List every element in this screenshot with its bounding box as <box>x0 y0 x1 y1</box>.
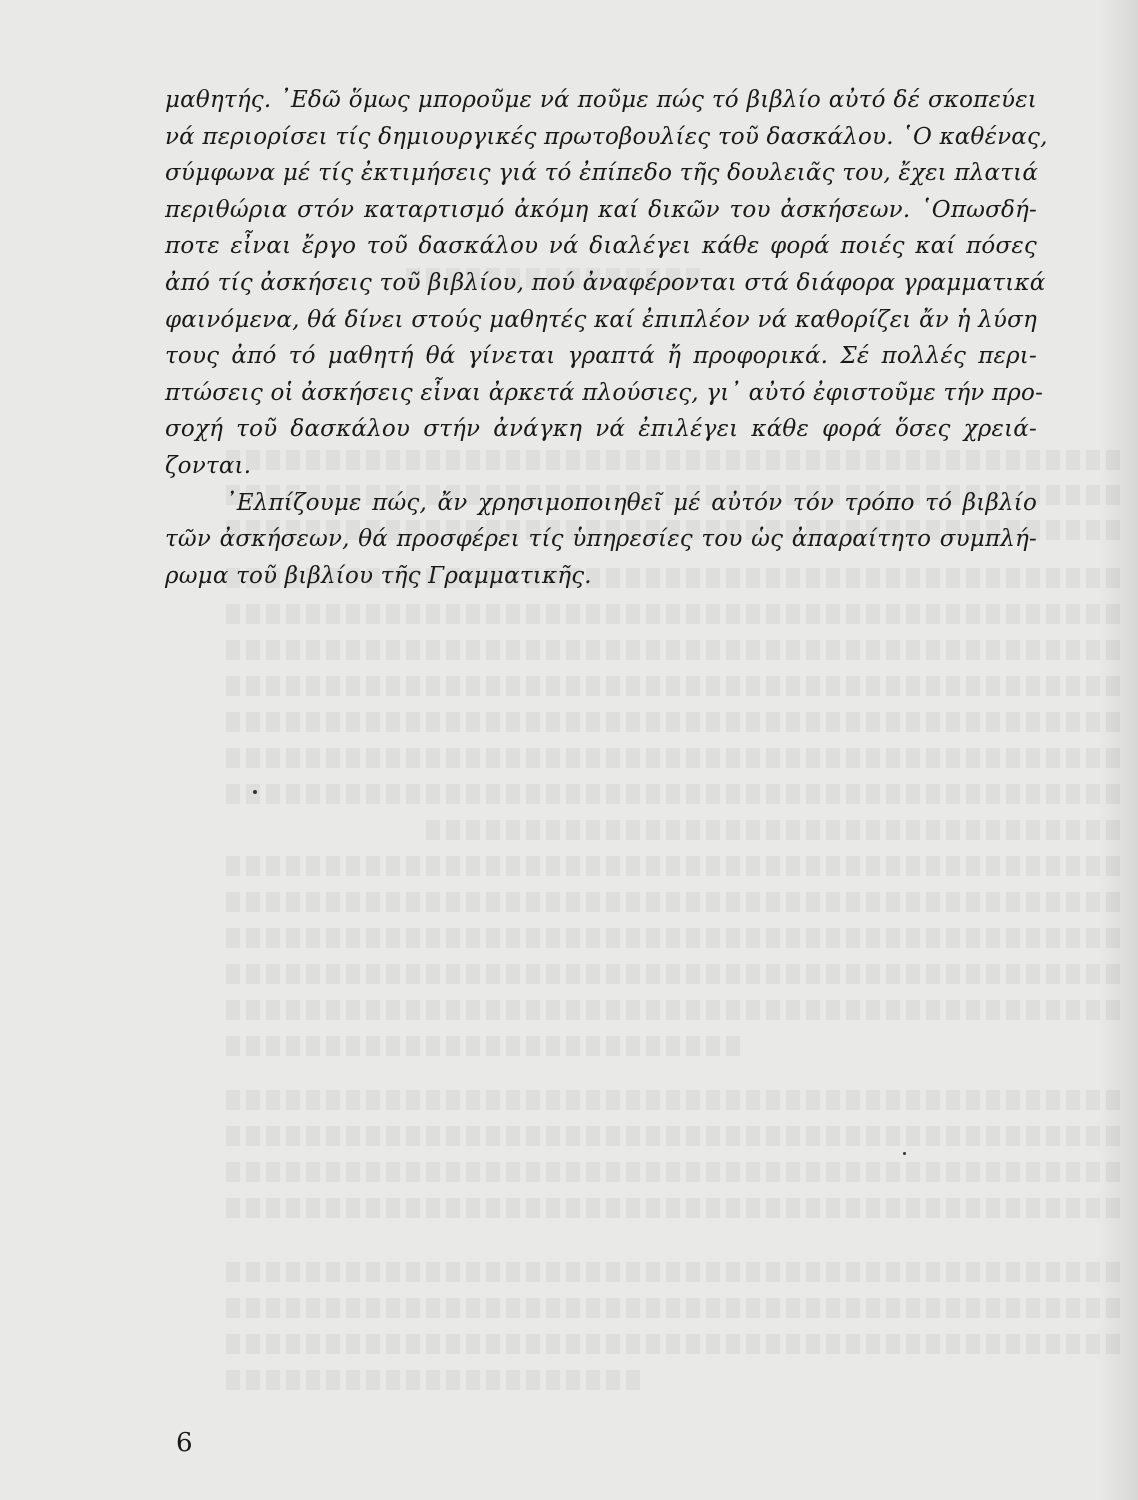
text-line: τῶν ἀσκήσεων, θά προσφέρει τίς ὑπηρεσίες του ὡς ἀπαραίτητο συμπλή- <box>165 526 1037 553</box>
text-line: σύμφωνα μέ τίς ἐκτιμήσεις γιά τό ἐπίπεδο τῆς δουλειᾶς του, ἔχει πλατιά <box>165 160 1039 187</box>
page-number: 6 <box>176 1428 193 1458</box>
text-line: ζονται. <box>165 452 252 479</box>
paragraph-2 <box>165 485 1037 595</box>
text-line: ποτε εἶναι ἔργο τοῦ δασκάλου νά διαλέγει κάθε φορά ποιές καί πόσες <box>165 233 1037 260</box>
text-line: ρωμα τοῦ βιβλίου τῆς Γραμματικῆς. <box>165 562 592 589</box>
paragraph-1 <box>165 82 1048 485</box>
body-text <box>165 82 1048 594</box>
text-line: πτώσεις οἱ ἀσκήσεις εἶναι ἀρκετά πλούσιες, γι᾿ αὐτό ἐφιστοῦμε τήν προ- <box>165 379 1044 406</box>
text-line: περιθώρια στόν καταρτισμό ἀκόμη καί δικῶν του ἀσκήσεων. ῾Οπωσδή- <box>165 196 1037 223</box>
text-line: ἀπό τίς ἀσκήσεις τοῦ βιβλίου, πού ἀναφέρονται στά διάφορα γραμματικά <box>165 269 1046 296</box>
text-line: ᾿Ελπίζουμε πώς, ἄν χρησιμοποιηθεῖ μέ αὐτόν τόν τρόπο τό βιβλίο <box>225 489 1037 516</box>
text-line: νά περιορίσει τίς δημιουργικές πρωτοβουλίες τοῦ δασκάλου. ῾Ο καθένας, <box>165 123 1048 150</box>
text-line: τους ἀπό τό μαθητή θά γίνεται γραπτά ἤ προφορικά. Σέ πολλές περι- <box>165 343 1037 370</box>
text-line: σοχή τοῦ δασκάλου στήν ἀνάγκη νά ἐπιλέγει κάθε φορά ὅσες χρειά- <box>165 416 1037 443</box>
text-line: μαθητής. ᾿Εδῶ ὅμως μποροῦμε νά ποῦμε πώς τό βιβλίο αὐτό δέ σκοπεύει <box>165 87 1037 113</box>
page-edge-shadow <box>1098 0 1138 1500</box>
text-line: φαινόμενα, θά δίνει στούς μαθητές καί ἐπιπλέον νά καθορίζει ἄν ἡ λύση <box>165 306 1037 333</box>
print-speck <box>903 1152 906 1155</box>
print-speck <box>253 790 257 794</box>
